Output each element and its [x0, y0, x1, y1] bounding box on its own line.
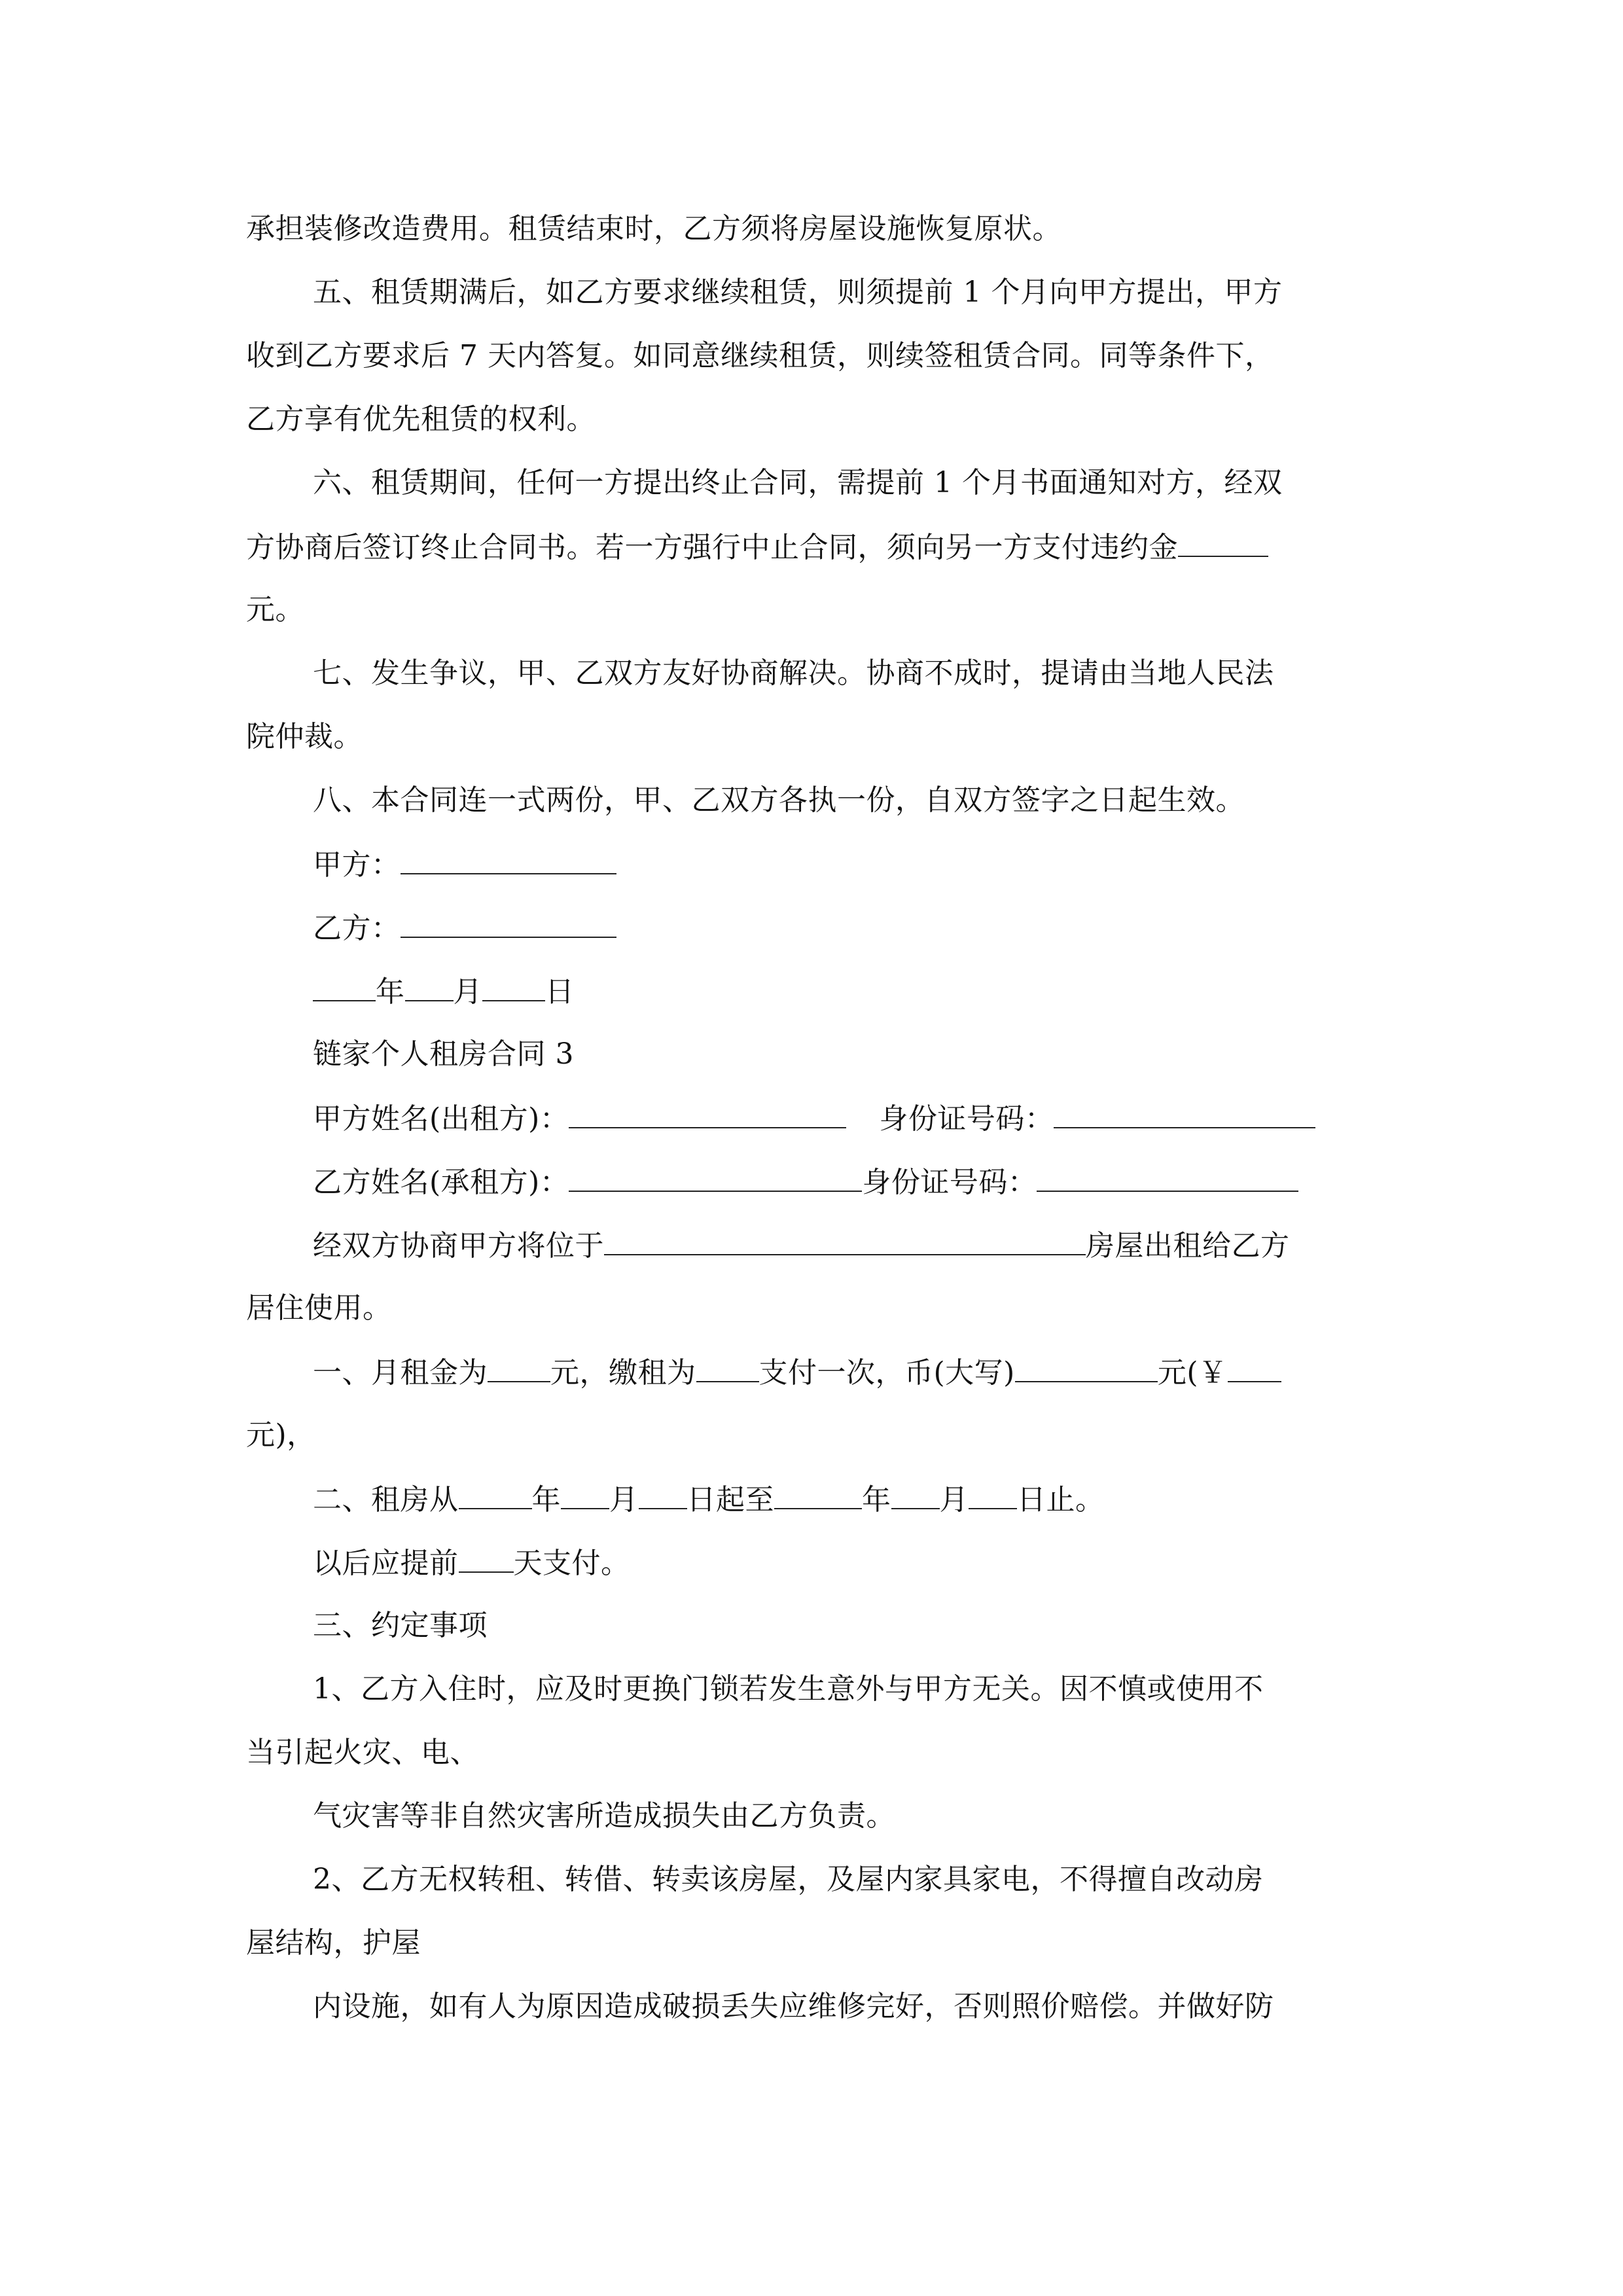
- property-address-blank: [604, 1225, 1086, 1255]
- party-b-signature-blank: [401, 908, 616, 938]
- end-year-blank: [774, 1479, 862, 1509]
- contract-heading: 链家个人租房合同 3: [313, 1037, 574, 1071]
- body-line: 气灾害等非自然灾害所造成损失由乙方负责。: [313, 1799, 895, 1833]
- term-end-label: 日止。: [1017, 1483, 1105, 1516]
- body-line: 元。: [246, 593, 304, 626]
- body-line: 院仲裁。: [246, 720, 363, 753]
- body-line: 居住使用。: [246, 1291, 392, 1325]
- payment-period-blank: [696, 1352, 759, 1382]
- term-until-label: 日起至: [687, 1483, 774, 1516]
- rent-line: [313, 1352, 1281, 1391]
- party-b-name-blank: [569, 1162, 862, 1192]
- currency-label: 支付一次，币(大写): [758, 1356, 1015, 1390]
- year-blank: [313, 971, 376, 1001]
- advance-payment-line: [313, 1543, 630, 1582]
- location-suffix: 房屋出租给乙方: [1086, 1229, 1290, 1263]
- amount-in-words-blank: [1015, 1352, 1158, 1382]
- location-prefix: 经双方协商甲方将位于: [313, 1229, 604, 1263]
- lease-term-line: [313, 1479, 1105, 1518]
- start-month-blank: [561, 1479, 609, 1509]
- party-a-name-blank: [569, 1098, 846, 1128]
- day-label: 日: [545, 975, 575, 1009]
- day-blank: [482, 971, 545, 1001]
- term-start-label: 二、租房从: [313, 1483, 459, 1516]
- party-b-info-line: [313, 1162, 1298, 1201]
- body-line: 屋结构，护屋: [246, 1926, 421, 1960]
- advance-days-blank: [459, 1543, 514, 1573]
- party-a-id-label: 身份证号码：: [879, 1102, 1054, 1136]
- rent-label: 一、月租金为: [313, 1356, 488, 1390]
- party-b-signature-line: [313, 908, 616, 947]
- party-a-signature-line: [313, 844, 616, 884]
- term-two-line: 2、乙方无权转租、转借、转卖该房屋，及屋内家具家电，不得擅自改动房: [313, 1863, 1264, 1896]
- month-blank: [405, 971, 454, 1001]
- agreed-terms-heading: 三、约定事项: [313, 1609, 488, 1642]
- party-b-label: 乙方：: [313, 912, 401, 945]
- rent-payment-label: 元，缴租为: [550, 1356, 696, 1390]
- date-line: [313, 971, 575, 1011]
- advance-label: 以后应提前: [313, 1547, 459, 1580]
- body-line: 承担装修改造费用。租赁结束时，乙方须将房屋设施恢复原状。: [246, 212, 1061, 245]
- penalty-text: 方协商后签订终止合同书。若一方强行中止合同，须向另一方支付违约金: [246, 531, 1178, 564]
- end-month-blank: [891, 1479, 940, 1509]
- rent-amount-blank: [488, 1352, 550, 1382]
- party-a-label: 甲方：: [313, 848, 401, 882]
- clause-seven-line: 七、发生争议，甲、乙双方友好协商解决。协商不成时，提请由当地人民法: [313, 656, 1274, 690]
- property-location-line: [313, 1225, 1290, 1265]
- body-line: 收到乙方要求后 7 天内答复。如同意继续租赁，则续签租赁合同。同等条件下，: [246, 339, 1274, 372]
- party-a-id-blank: [1054, 1098, 1315, 1128]
- clause-eight-line: 八、本合同连一式两份，甲、乙双方各执一份，自双方签字之日起生效。: [313, 783, 1245, 817]
- amount-numeric-blank: [1228, 1352, 1281, 1382]
- body-line: 元)，: [246, 1418, 316, 1452]
- party-b-id-label: 身份证号码：: [862, 1166, 1037, 1199]
- start-month-label: 月: [609, 1483, 639, 1516]
- party-a-signature-blank: [401, 844, 616, 874]
- end-month-label: 月: [939, 1483, 969, 1516]
- body-line: 当引起火灾、电、: [246, 1736, 479, 1769]
- start-year-label: 年: [531, 1483, 561, 1516]
- year-label: 年: [376, 975, 405, 1009]
- party-a-name-label: 甲方姓名(出租方)：: [313, 1102, 569, 1136]
- party-b-id-blank: [1037, 1162, 1298, 1192]
- penalty-blank: [1178, 527, 1268, 557]
- start-day-blank: [639, 1479, 687, 1509]
- advance-suffix: 天支付。: [513, 1547, 630, 1580]
- party-a-info-line: [313, 1098, 1315, 1138]
- body-line: 乙方享有优先租赁的权利。: [246, 403, 596, 436]
- party-b-name-label: 乙方姓名(承租方)：: [313, 1166, 569, 1199]
- amount-yuan-label: 元(￥: [1157, 1356, 1228, 1390]
- term-one-line: 1、乙方入住时，应及时更换门锁若发生意外与甲方无关。因不慎或使用不: [313, 1672, 1264, 1706]
- clause-five-line: 五、租赁期满后，如乙方要求继续租赁，则须提前 1 个月向甲方提出，甲方: [313, 276, 1283, 309]
- month-label: 月: [453, 975, 482, 1009]
- body-line: 内设施，如有人为原因造成破损丢失应维修完好，否则照价赔偿。并做好防: [313, 1990, 1274, 2023]
- end-year-label: 年: [862, 1483, 891, 1516]
- start-year-blank: [459, 1479, 532, 1509]
- body-line: [246, 527, 1268, 566]
- clause-six-line: 六、租赁期间，任何一方提出终止合同，需提前 1 个月书面通知对方，经双: [313, 466, 1283, 499]
- end-day-blank: [969, 1479, 1017, 1509]
